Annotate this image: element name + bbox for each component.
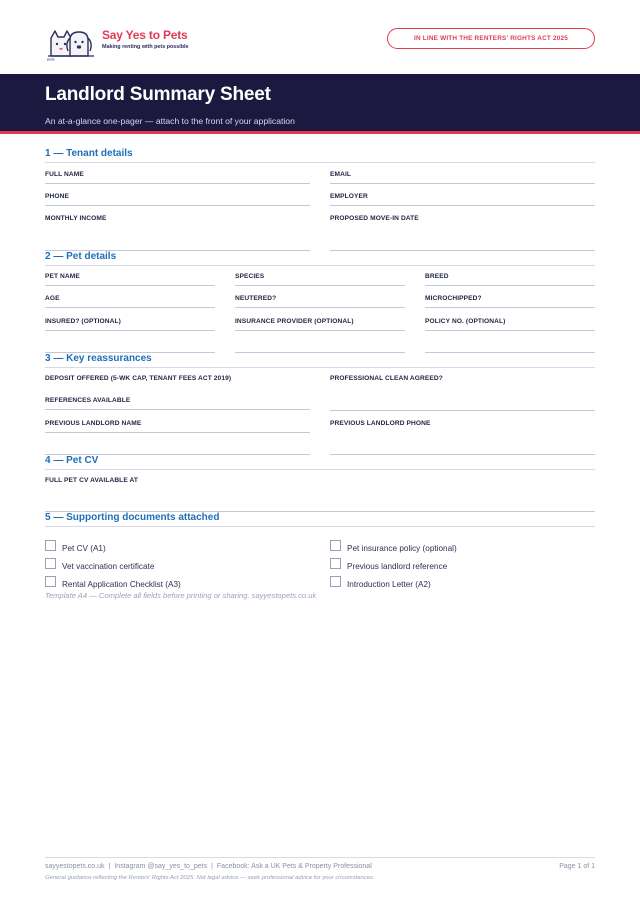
field-input-professional-clean[interactable] [330,410,595,411]
checkbox-label-rental-checklist: Rental Application Checklist (A3) [62,580,181,589]
checkbox-introduction-letter[interactable] [330,576,341,587]
section-title-pet-cv: 4 — Pet CV [45,455,595,470]
field-input-full-name[interactable] [45,183,310,184]
footer-instagram-link[interactable]: Instagram @say_yes_to_pets [114,863,208,870]
field-input-policy-no-top[interactable] [425,330,595,331]
field-label-monthly-income: MONTHLY INCOME [45,215,107,222]
checkbox-landlord-reference[interactable] [330,558,341,569]
field-input-age[interactable] [45,307,215,308]
field-label-move-in-date: PROPOSED MOVE-IN DATE [330,215,419,222]
field-input-email[interactable] [330,183,595,184]
section-title-pet: 2 — Pet details [45,251,595,266]
checkbox-pet-insurance[interactable] [330,540,341,551]
field-label-deposit-offered: DEPOSIT OFFERED (5-WK CAP, TENANT FEES ACT 2019) [45,375,232,382]
checkbox-label-landlord-reference: Previous landlord reference [347,562,448,571]
field-input-microchipped[interactable] [425,307,595,308]
svg-text:pets: pets [47,56,55,61]
field-label-employer: EMPLOYER [330,193,368,200]
field-label-previous-landlord-name: PREVIOUS LANDLORD NAME [45,420,142,427]
field-input-neutered[interactable] [235,307,405,308]
field-label-neutered: NEUTERED? [235,295,277,302]
pets-logo-icon [46,25,98,61]
footer-divider [45,857,595,858]
field-input-employer[interactable] [330,205,595,206]
footer-disclaimer: General guidance reflecting the Renters' Rights Act 2025. Not legal advice — seek professional advice for your circumstances. [45,875,375,881]
checkbox-label-vet-vaccination: Vet vaccination certificate [62,562,155,571]
brand-tagline: Making renting with pets possible [102,44,189,50]
field-input-species[interactable] [235,285,405,286]
checkbox-label-introduction-letter: Introduction Letter (A2) [347,580,431,589]
field-label-insurance-provider: INSURANCE PROVIDER (OPTIONAL) [235,318,354,325]
checkbox-label-pet-cv: Pet CV (A1) [62,544,106,553]
page-number: Page 1 of 1 [559,863,595,870]
section-title-reassurances: 3 — Key reassurances [45,353,595,368]
renters-rights-badge: IN LINE WITH THE RENTERS' RIGHTS ACT 2025 [387,28,595,49]
field-input-deposit-offered[interactable] [45,409,310,410]
field-label-policy-no: POLICY NO. (OPTIONAL) [425,318,506,325]
checkbox-rental-checklist[interactable] [45,576,56,587]
field-label-email: EMAIL [330,171,352,178]
field-label-microchipped: MICROCHIPPED? [425,295,482,302]
page-subtitle: An at-a-glance one-pager — attach to the front of your application [45,116,295,126]
footer-facebook-link[interactable]: Facebook: Ask a UK Pets & Property Professional [216,863,372,870]
page-title: Landlord Summary Sheet [45,84,271,105]
field-label-pet-cv-url: FULL PET CV AVAILABLE AT [45,477,138,484]
brand-logo[interactable] [46,25,206,61]
field-label-pet-name: PET NAME [45,273,80,280]
top-bar [0,0,640,74]
title-banner [0,74,640,134]
field-label-species: SPECIES [235,273,265,280]
field-label-previous-landlord-phone: PREVIOUS LANDLORD PHONE [330,420,431,427]
checkbox-label-pet-insurance: Pet insurance policy (optional) [347,544,457,553]
field-label-insured: INSURED? (OPTIONAL) [45,318,121,325]
field-label-professional-clean: PROFESSIONAL CLEAN AGREED? [330,375,443,382]
field-label-breed: BREED [425,273,449,280]
field-label-full-name: FULL NAME [45,171,84,178]
field-label-references: REFERENCES AVAILABLE [45,397,131,404]
section-title-tenant: 1 — Tenant details [45,148,595,163]
field-label-age: AGE [45,295,60,302]
field-input-insurance-provider-top[interactable] [235,330,405,331]
field-input-breed[interactable] [425,285,595,286]
field-input-phone[interactable] [45,205,310,206]
template-note: Template A4 — Complete all fields before printing or sharing. sayyestopets.co.uk [45,591,317,600]
footer-links: sayyestopets.co.uk | Instagram @say_yes_to_pets | Facebook: Ask a UK Pets & Property Professional [45,863,372,870]
field-input-references[interactable] [45,432,310,433]
field-input-insured-top[interactable] [45,330,215,331]
checkbox-pet-cv[interactable] [45,540,56,551]
section-title-documents: 5 — Supporting documents attached [45,512,595,527]
field-label-phone: PHONE [45,193,69,200]
brand-name: Say Yes to Pets [102,28,188,42]
field-input-pet-name[interactable] [45,285,215,286]
checkbox-vet-vaccination[interactable] [45,558,56,569]
footer-site-link[interactable]: sayyestopets.co.uk [45,863,105,870]
